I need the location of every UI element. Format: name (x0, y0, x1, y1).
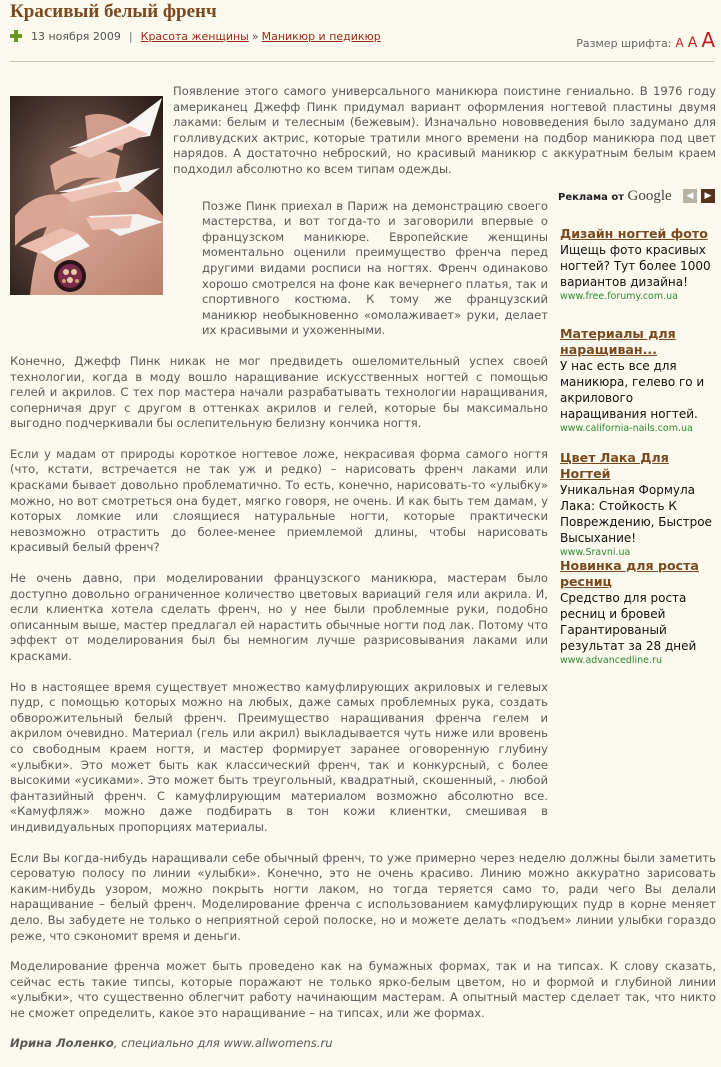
article-date: 13 ноября 2009 (31, 29, 121, 43)
article-paragraph: Если Вы когда-нибудь наращивали себе обычный френч, то уже примерно через неделю должны были заметить сероватую полосу по линии «улыбки». Конечно, это не очень красиво. Линию можно аккуратно зарисовать каким-нибудь узором, можно покрыть ногти лаком, но тогда теряется само то, ради чего Вы делали наращивание – белый френч. Моделирование френча с использованием камуфлирующих пудр в корне меняет дело. Вы забудете не только о неприятной серой полоске, но и можете делать «подъем» линии улыбки гораздо реже, что сэкономит время и деньги. (10, 850, 716, 943)
author-name: Ирина Лоленко (10, 1036, 114, 1051)
ads-label: Реклама от Google (558, 187, 672, 204)
ad-item (560, 326, 718, 435)
font-size-large-button[interactable]: A (701, 28, 715, 52)
article-paragraph: Позже Пинк приехал в Париж на демонстрацию своего мастерства, и вот тогда-то и заговорили впервые о французском маникюре. Европейские женщины моментально оценили преимущество френча перед другими видами росписи на ногтях. Френч одинаково хорошо смотрелся на фоне как вечернего платья, так и спортивного костюма. К тому же французский маникюр необыкновенно «омолаживает» руки, делает их красивыми и ухоженными. (202, 198, 548, 338)
ad-item (560, 558, 718, 667)
author-suffix: , специально для www.allwomens.ru (113, 1036, 333, 1051)
ad-item (560, 226, 718, 303)
plus-icon[interactable] (10, 30, 22, 42)
font-size-label: Размер шрифта: (576, 37, 672, 50)
ads-nav (683, 189, 715, 203)
ad-url[interactable]: www.Sravni.ua (560, 547, 631, 558)
article-paragraph: Но в настоящее время существует множество камуфлирующих акриловых и гелевых пудр, с помощью которых можно на любых, даже самых проблемных рука, создать обворожительный белый френч. Преимущество наращивания френча гелем и акрилом очевидно. Материал (гель или акрил) выкладывается чуть ниже или вровень со свободным краем ногтя, и мастер формирует заранее оговоренную глубину «улыбки». Это может быть как классический френч, так и конкурсный, с более высокими «усиками». Это может быть треугольный, квадратный, скошенный, - любой фантазийный френч. С камуфлирующим материалом возможно абсолютно все. «Камуфляж» можно даже подбирать в тон кожи клиентки, смешивая в индивидуальных пропорциях материалы. (10, 679, 548, 834)
ad-text: У нас есть все для маникюра, гелево го и акрилового наращивания ногтей. (560, 359, 705, 421)
article-meta (10, 28, 381, 44)
breadcrumb-current-link[interactable]: Маникюр и педикюр (261, 29, 381, 43)
ads-header (558, 184, 718, 208)
ad-url[interactable]: www.free.forumy.com.ua (560, 291, 678, 302)
google-ads-block (558, 184, 718, 666)
article-paragraph: Моделирование френча может быть проведено как на бумажных формах, так и на типсах. К слову сказать, сейчас есть такие типсы, которые поражают не только ярко-белым цветом, но и формой и глубиной линии «улыбки», что существенно облегчит работу начинающим мастерам. А опытный мастер сделает так, что никто не сможет определить, какое это наращивание – на типсах, или же формах. (10, 959, 716, 1020)
ad-url[interactable]: www.california-nails.com.ua (560, 423, 693, 434)
ad-title-link[interactable]: Цвет Лака Для Ногтей (560, 450, 669, 481)
font-size-small-button[interactable]: A (675, 36, 684, 50)
google-logo: Google (627, 187, 672, 204)
breadcrumb-parent-link[interactable]: Красота женщины (140, 29, 249, 43)
article-paragraph: Конечно, Джефф Пинк никак не мог предвидеть ошеломительный успех своей технологии, когда в моду вошло наращивание искусственных ногтей с помощью гелей и акрилов. С тех пор мастера начали разрабатывать технологии наращивания, соперничая друг с другом в оттенках акрилов и гелей, которые бы максимально выгодно подчеркивали бы ослепительную белизну кончика ногтя. (10, 353, 548, 431)
ad-title-link[interactable]: Материалы для наращиван... (560, 326, 676, 357)
article-paragraph: Появление этого самого универсального маникюра поистине гениально. В 1976 году американец Джефф Пинк придумал вариант оформления ногтевой пластины двумя лаками: белым и телесным (бежевым). Изначально нововведения было задумано для голливудских актрис, которые тратили много времени на подбор маникюра под цвет нарядов. А достаточно неброский, но красивый маникюр с аккуратным белым краем подходил абсолютно ко всем типам одежды. (173, 84, 716, 176)
font-size-medium-button[interactable]: A (687, 35, 698, 51)
page-title: Красивый белый френч (10, 1, 217, 22)
meta-separator: | (128, 29, 133, 43)
ad-text: Уникальная Формула Лака: Стойкость К Повреждению, Быстрое Высыхание! (560, 483, 712, 545)
font-size-control (576, 28, 715, 52)
ad-title-link[interactable]: Новинка для роста ресниц (560, 558, 699, 589)
ad-text: Ищещь фото красивых ногтей? Тут более 1000 вариантов дизайна! (560, 243, 711, 289)
ad-text: Средство для роста ресниц и бровей Гарантированый результат за 28 дней (560, 591, 697, 653)
ad-url[interactable]: www.advancedline.ru (560, 655, 662, 666)
article-paragraph: Если у мадам от природы короткое ногтевое ложе, некрасивая форма самого ногтя (что, кстати, встречается не так уж и редко) – нарисовать френч лаками или красками бывает довольно проблематично. То есть, конечно, нарисовать-то «улыбку» можно, но вот смотреться она будет, мягко говоря, не очень. И как быть тем дамам, у которых ломкие или слоящиеся натуральные ногти, которые практически невозможно отрастить до более-менее приемлемой длины, чтобы нарисовать красивый белый френч? (10, 446, 548, 555)
ad-item (560, 450, 718, 559)
breadcrumb-arrow: » (251, 29, 259, 43)
ad-title-link[interactable]: Дизайн ногтей фото (560, 226, 708, 241)
chevron-left-icon[interactable]: ◀ (683, 189, 697, 203)
header-divider (10, 61, 715, 62)
article-author (10, 1036, 716, 1052)
chevron-right-icon[interactable]: ▶ (701, 189, 715, 203)
article-paragraph: Не очень давно, при моделировании французского маникюра, мастерам было доступно довольно ограниченное количество цветовых вариаций геля или акрила. И, если клиентка хотела сделать френч, но у нее были проблемные руки, подобно описанным выше, мастер предлагал ей нарастить обычные ногти под лак. Потому что эффект от моделирования был бы немногим лучше разрисовывания лаками или красками. (10, 571, 548, 663)
